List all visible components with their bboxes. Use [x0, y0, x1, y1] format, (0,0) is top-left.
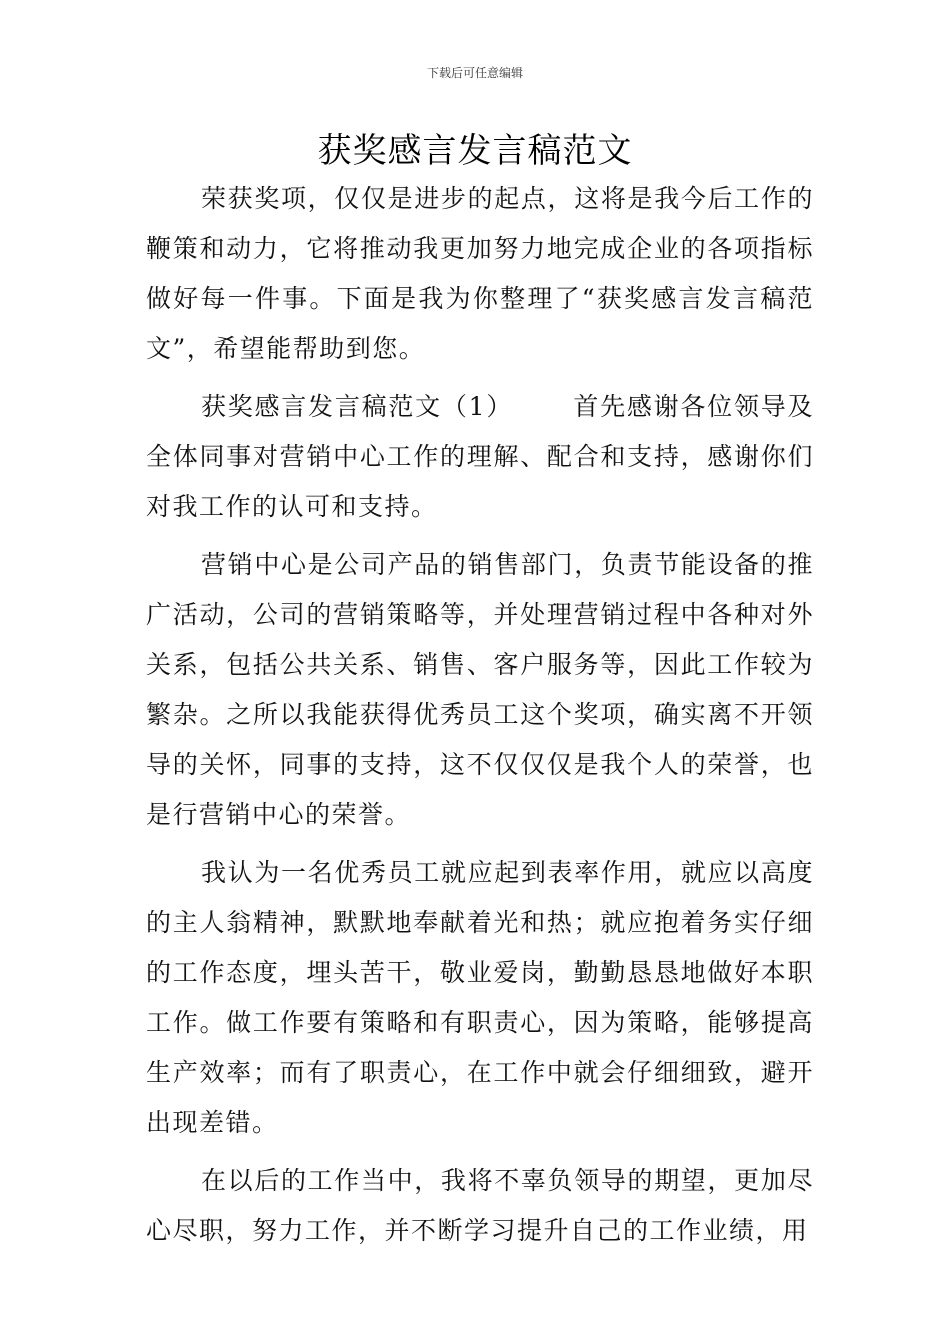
section-paragraph [146, 382, 814, 532]
body-paragraph: 在以后的工作当中，我将不辜负领导的期望，更加尽心尽职，努力工作，并不断学习提升自己的工作业绩，用 [146, 1166, 814, 1245]
section-heading: 获奖感言发言稿范文（1） [201, 392, 514, 421]
header-note: 下载后可任意编辑 [426, 66, 523, 80]
body-paragraph: 营销中心是公司产品的销售部门，负责节能设备的推广活动，公司的营销策略等，并处理营销过程中各种对外关系，包括公共关系、销售、客户服务等，因此工作较为繁杂。之所以我能获得优秀员工这个奖项，确实离不开领导的关怀，同事的支持，这不仅仅仅是我个人的荣誉，也是行营销中心的荣誉。 [146, 550, 814, 829]
document-body [146, 174, 814, 1264]
body-paragraph: 我认为一名优秀员工就应起到表率作用，就应以高度的主人翁精神，默默地奉献着光和热；就应抱着务实仔细的工作态度，埋头苦干，敬业爱岗，勤勤恳恳地做好本职工作。做工作要有策略和有职责心，因为策略，能够提高生产效率；而有了职责心，在工作中就会仔细细致，避开出现差错。 [146, 858, 814, 1137]
intro-paragraph: 荣获奖项，仅仅是进步的起点，这将是我今后工作的鞭策和动力，它将推动我更加努力地完成企业的各项指标做好每一件事。下面是我为你整理了“获奖感言发言稿范文”，希望能帮助到您。 [146, 184, 814, 363]
document-title: 获奖感言发言稿范文 [317, 131, 633, 171]
section-text: 首先感谢各位领导及全体同事对营销中心工作的理解、配合和支持，感谢你们对我工作的认可和支持。 [146, 392, 814, 521]
